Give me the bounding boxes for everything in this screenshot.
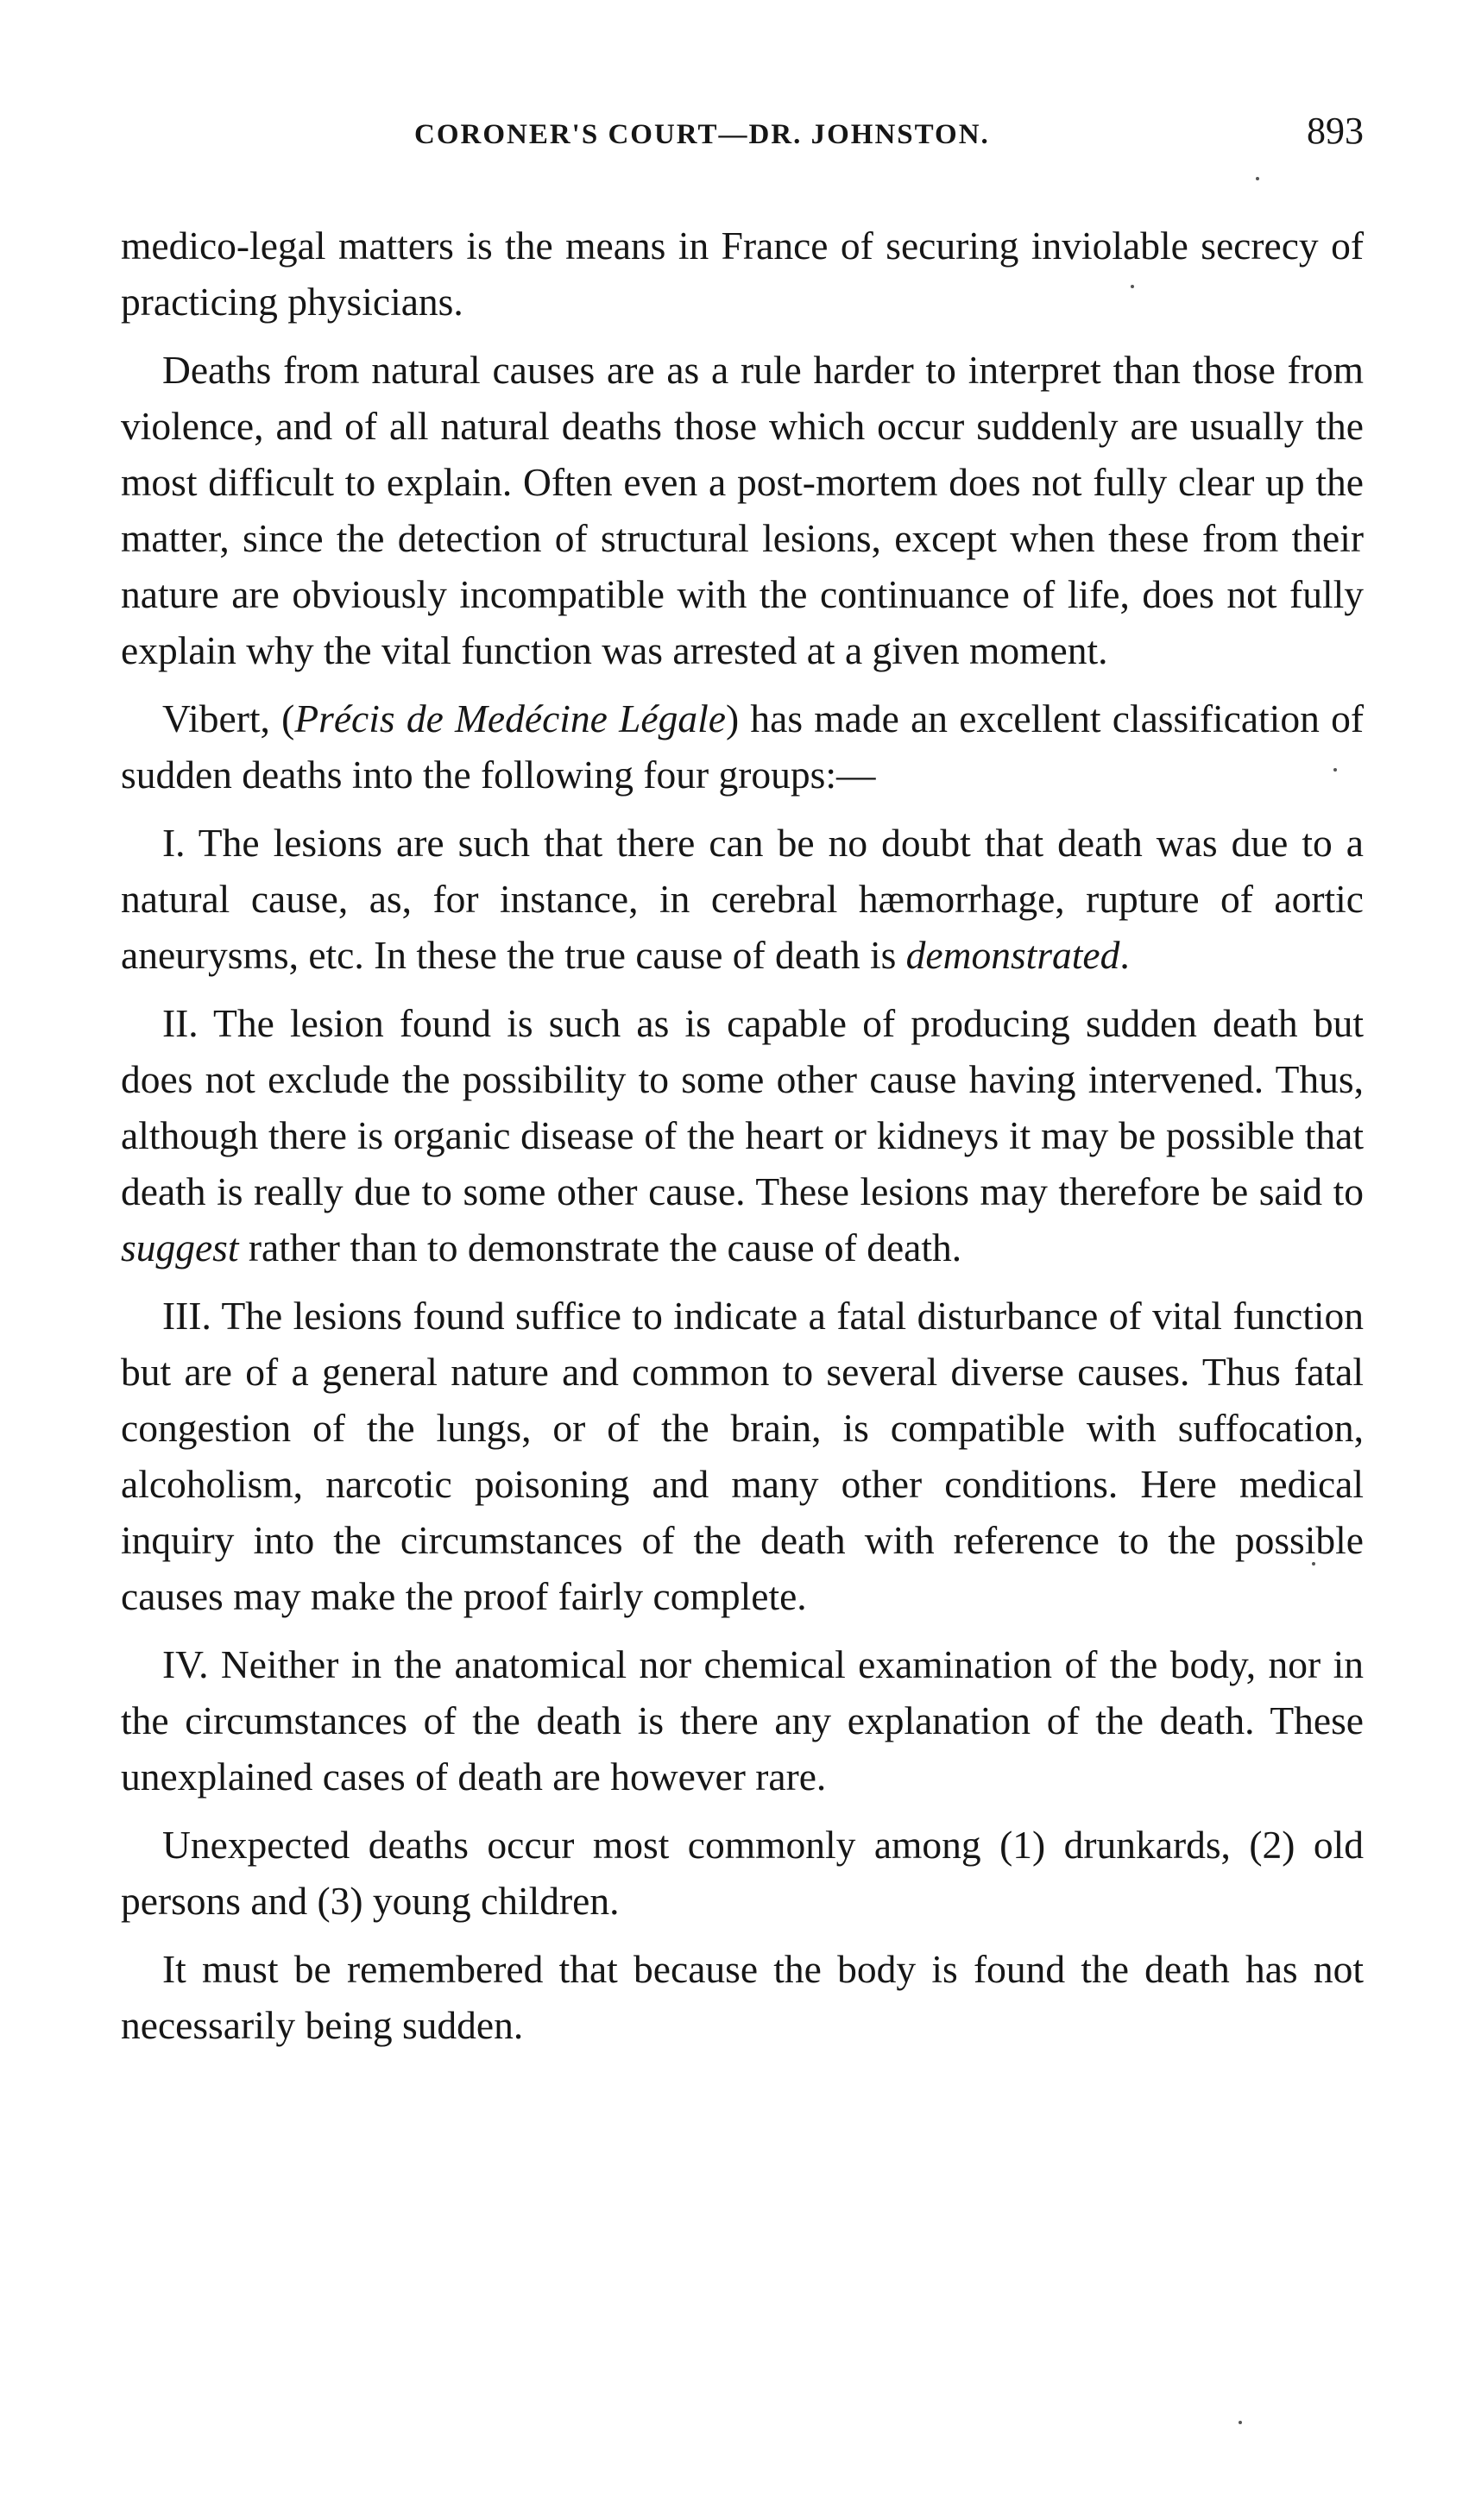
vibert-text-after: ) has made an excellent classification of sudden deaths into the following four groups:— [121, 696, 1364, 797]
print-speck [1256, 177, 1259, 180]
body-text [121, 217, 1364, 2053]
print-speck [1239, 2421, 1242, 2424]
paragraph-group-four: IV. Neither in the anatomical nor chemical examination of the body, nor in the circumstances of the death is there any explanation of the death. These unexplained cases of death are however rare. [121, 1642, 1364, 1799]
group-two-italic: suggest [121, 1225, 239, 1269]
group-one-italic: demonstrated [905, 933, 1120, 977]
paragraph-remember: It must be remembered that because the body is found the death has not necessarily being sudden. [121, 1947, 1364, 2047]
paragraph-unexpected-deaths: Unexpected deaths occur most commonly among (1) drunkards, (2) old persons and (3) young children. [121, 1823, 1364, 1923]
running-head [121, 104, 1364, 164]
book-title-italic: Précis de Medécine Légale [294, 696, 726, 740]
group-one-end: . [1119, 933, 1130, 977]
paragraph-group-three: III. The lesions found suffice to indicate a fatal disturbance of vital function but are of a general nature and common to several diverse causes. Thus fatal congestion of the lungs, or of the brain, is compatible with suffocation, alcoholism, narcotic poisoning and many other conditions. Here medical inquiry into the circumstances of the death with reference to the possible causes may make the proof fairly complete. [121, 1294, 1364, 1618]
paragraph-continuation: medico-legal matters is the means in France of securing inviolable secrecy of practicing physicians. [121, 224, 1364, 324]
print-speck [1312, 1562, 1315, 1566]
vibert-text-before: Vibert, ( [162, 696, 295, 740]
group-two-end: rather than to demonstrate the cause of death. [238, 1225, 962, 1269]
print-speck [1333, 768, 1337, 772]
paragraph-group-two [121, 995, 1364, 1276]
group-one-text: I. The lesions are such that there can be no doubt that death was due to a natural cause, as, for instance, in cerebral hæmorrhage, rupture of aortic aneurysms, etc. In these the true cause of death is [121, 821, 1364, 977]
paragraph-group-one [121, 815, 1364, 983]
paragraph-natural-causes: Deaths from natural causes are as a rule harder to interpret than those from violence, and of all natural deaths those which occur suddenly are usually the most difficult to explain. Often even a post-mortem does not fully clear up the matter, since the detection of structural lesions, except when these from their nature are obviously incompatible with the continuance of life, does not fully explain why the vital function was arrested at a given moment. [121, 348, 1364, 672]
group-two-text: II. The lesion found is such as is capable of producing sudden death but does not exclude the possibility to some other cause having intervened. Thus, although there is organic disease of the heart or kidneys it may be possible that death is really due to some other cause. These lesions may therefore be said to [121, 1001, 1364, 1213]
page-number: 893 [1307, 110, 1364, 152]
paragraph-vibert-classification [121, 690, 1364, 803]
print-speck [1131, 285, 1134, 288]
running-title: CORONER'S COURT—DR. JOHNSTON. [414, 119, 990, 150]
book-page [121, 104, 1364, 2065]
